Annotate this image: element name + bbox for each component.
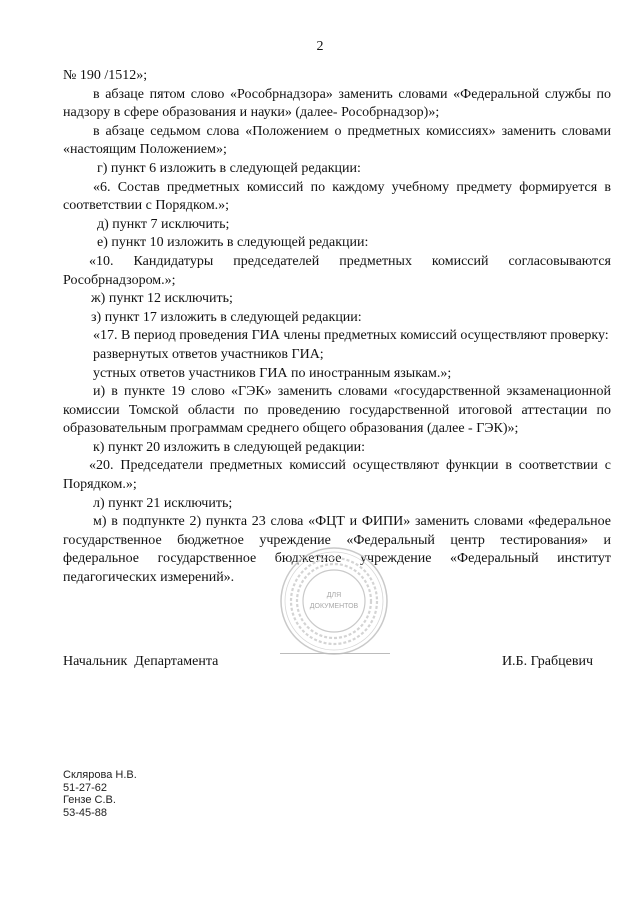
signature-line xyxy=(280,653,390,654)
seal-text-line1: ДЛЯ xyxy=(326,592,342,599)
contact-phone: 53-45-88 xyxy=(63,806,108,819)
executor-contacts xyxy=(63,769,137,819)
paragraph: в абзаце пятом слово «Рособрнадзора» заменить словами «Федеральной службы по надзору в сфере образования и науки» (далее- Рособрнадзор)»; xyxy=(63,86,611,121)
seal-text-line2: ДОКУМЕНТОВ xyxy=(309,603,359,610)
paragraph: развернутых ответов участников ГИА; xyxy=(93,346,324,362)
paragraph: «20. Председатели предметных комиссий осуществляют функции в соответствии с Порядком.»; xyxy=(63,458,611,493)
document-body xyxy=(63,67,611,588)
paragraph: № 190 /1512»; xyxy=(63,68,148,83)
paragraph: к) пункт 20 изложить в следующей редакции: xyxy=(93,439,365,455)
paragraph: г) пункт 6 изложить в следующей редакции: xyxy=(97,160,361,176)
contact-name: Склярова Н.В. xyxy=(63,769,137,781)
paragraph: ж) пункт 12 исключить; xyxy=(91,291,233,307)
paragraph: и) в пункте 19 слово «ГЭК» заменить словами «государственной экзаменационной комиссии Томской области по проведению государственной итоговой аттестации по образовательным программам среднего общего образования (далее - ГЭК)»; xyxy=(63,384,611,437)
paragraph: «10. Кандидатуры председателей предметных комиссий согласовываются Рособрнадзором.»; xyxy=(63,253,611,288)
page-number: 2 xyxy=(316,39,324,54)
contact-name: Гензе С.В. xyxy=(63,794,116,806)
paragraph: «17. В период проведения ГИА члены предметных комиссий осуществляют проверку: xyxy=(93,328,609,344)
paragraph: е) пункт 10 изложить в следующей редакции: xyxy=(97,235,369,251)
paragraph: з) пункт 17 изложить в следующей редакции: xyxy=(91,309,362,325)
signatory-title: Начальник Департамента xyxy=(63,654,219,669)
signatory-name: И.Б. Грабцевич xyxy=(501,654,593,669)
paragraph: м) в подпункте 2) пункта 23 слова «ФЦТ и ФИПИ» заменить словами «федеральное государственное бюджетное учреждение «Федеральный центр тестирования» и федеральное государственное бюджетное учреждение «Федеральный институт педагогических измерений». xyxy=(63,514,611,586)
paragraph: устных ответов участников ГИА по иностранным языкам.»; xyxy=(93,365,452,381)
document-seal xyxy=(278,545,390,657)
paragraph: в абзаце седьмом слова «Положением о предметных комиссиях» заменить словами «настоящим Положением»; xyxy=(63,123,611,158)
contact-phone: 51-27-62 xyxy=(63,781,108,794)
paragraph: «6. Состав предметных комиссий по каждому учебному предмету формируется в соответствии с Порядком.»; xyxy=(63,179,611,214)
paragraph: л) пункт 21 исключить; xyxy=(93,495,233,511)
paragraph: д) пункт 7 исключить; xyxy=(97,216,230,232)
